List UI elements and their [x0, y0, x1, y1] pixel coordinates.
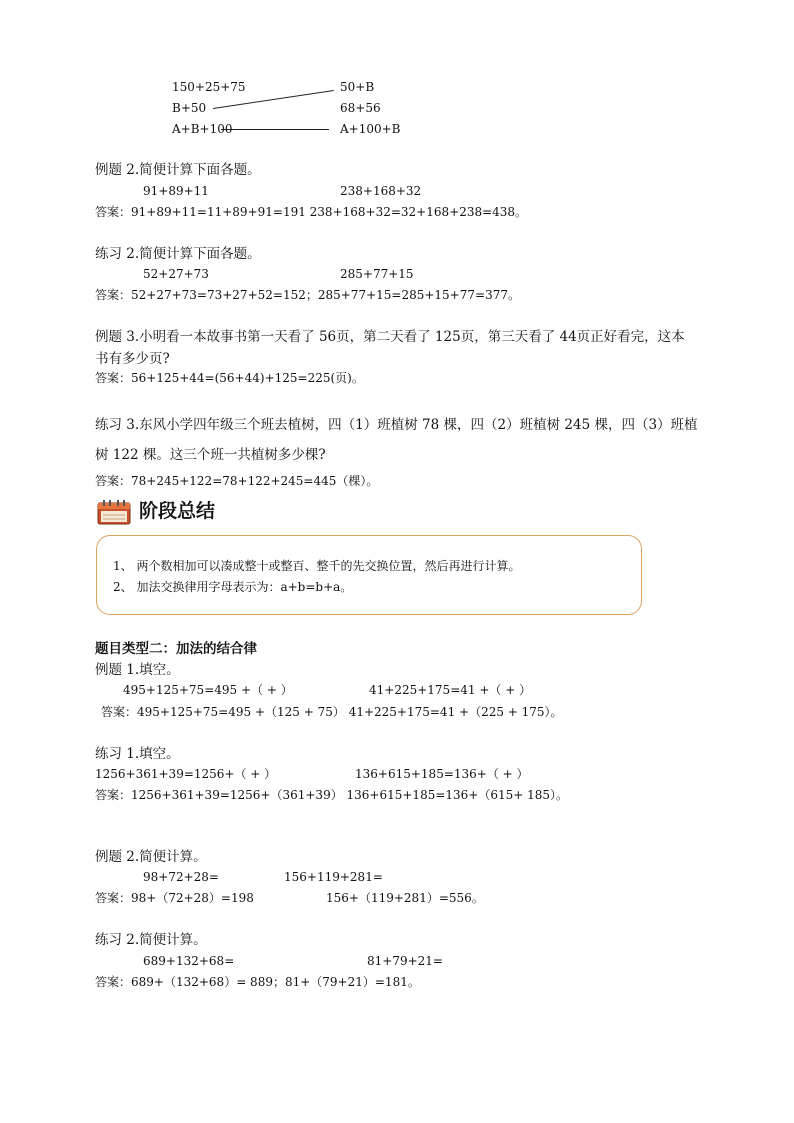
practice-2-question-2: 285+77+15 — [340, 267, 414, 281]
match-left-3: A+B+100 — [172, 122, 233, 136]
practice-3-answer: 答案：78+245+122=78+122+245=445（棵）。 — [95, 474, 379, 488]
practice-3-line-1: 练习 3.东风小学四年级三个班去植树，四（1）班植树 78 棵，四（2）班植树 245 棵，四（3）班植 — [95, 417, 698, 433]
type-2-title: 题目类型二：加法的结合律 — [95, 641, 257, 657]
s2-practice-1-answer: 答案：1256+361+39=1256+（361+39） 136+615+185=136+（615+ 185）。 — [95, 788, 569, 802]
match-right-1: 50+B — [340, 80, 375, 94]
s2-practice-2-question-2: 81+79+21= — [367, 954, 443, 968]
match-left-2: B+50 — [172, 101, 207, 115]
s2-practice-1-title: 练习 1.填空。 — [95, 746, 180, 762]
match-right-2: 68+56 — [340, 101, 381, 115]
practice-3-line-2: 树 122 棵。这三个班一共植树多少棵? — [95, 447, 326, 463]
example-3-line-2: 书有多少页? — [95, 351, 170, 367]
match-line-2 — [221, 129, 329, 130]
s2-example-1-question-1: 495+125+75=495 +（ + ） — [123, 683, 293, 697]
s2-practice-1-question-2: 136+615+185=136+（ + ） — [355, 767, 529, 781]
s2-example-1-title: 例题 1.填空。 — [95, 662, 180, 678]
calendar-icon — [97, 499, 131, 525]
example-2-answer: 答案：91+89+11=11+89+91=191 238+168+32=32+168+238=438。 — [95, 205, 528, 219]
s2-example-1-question-2: 41+225+175=41 +（ + ） — [369, 683, 532, 697]
example-3-answer: 答案：56+125+44=(56+44)+125=225(页)。 — [95, 371, 364, 385]
match-left-1: 150+25+75 — [172, 80, 246, 94]
s2-example-2-answer-b: 156+（119+281）=556。 — [326, 891, 484, 905]
s2-practice-2-question-1: 689+132+68= — [143, 954, 235, 968]
s2-practice-1-question-1: 1256+361+39=1256+（ + ） — [95, 767, 277, 781]
practice-2-answer: 答案：52+27+73=73+27+52=152；285+77+15=285+15+77=377。 — [95, 288, 520, 302]
example-2-title: 例题 2.简便计算下面各题。 — [95, 162, 261, 178]
example-2-question-2: 238+168+32 — [340, 184, 422, 198]
practice-2-question-1: 52+27+73 — [143, 267, 209, 281]
s2-example-2-question-1: 98+72+28= — [143, 870, 219, 884]
s2-practice-2-title: 练习 2.简便计算。 — [95, 932, 207, 948]
s2-example-2-answer-a: 答案：98+（72+28）=198 — [95, 891, 254, 905]
example-2-question-1: 91+89+11 — [143, 184, 209, 198]
summary-title: 阶段总结 — [139, 500, 216, 522]
s2-example-2-question-2: 156+119+281= — [284, 870, 383, 884]
example-3-line-1: 例题 3.小明看一本故事书第一天看了 56页，第二天看了 125页，第三天看了 44页正好看完，这本 — [95, 329, 685, 345]
summary-box — [96, 535, 642, 615]
summary-item-2: 2、 加法交换律用字母表示为：a+b=b+a。 — [113, 580, 353, 594]
s2-example-1-answer: 答案：495+125+75=495 +（125 + 75） 41+225+175=41 +（225 + 175）。 — [101, 705, 563, 719]
s2-practice-2-answer: 答案：689+（132+68）= 889；81+（79+21）=181。 — [95, 975, 420, 989]
s2-example-2-title: 例题 2.简便计算。 — [95, 849, 207, 865]
match-right-3: A+100+B — [340, 122, 401, 136]
practice-2-title: 练习 2.简便计算下面各题。 — [95, 246, 261, 262]
summary-item-1: 1、 两个数相加可以凑成整十或整百、整千的先交换位置，然后再进行计算。 — [113, 559, 521, 573]
